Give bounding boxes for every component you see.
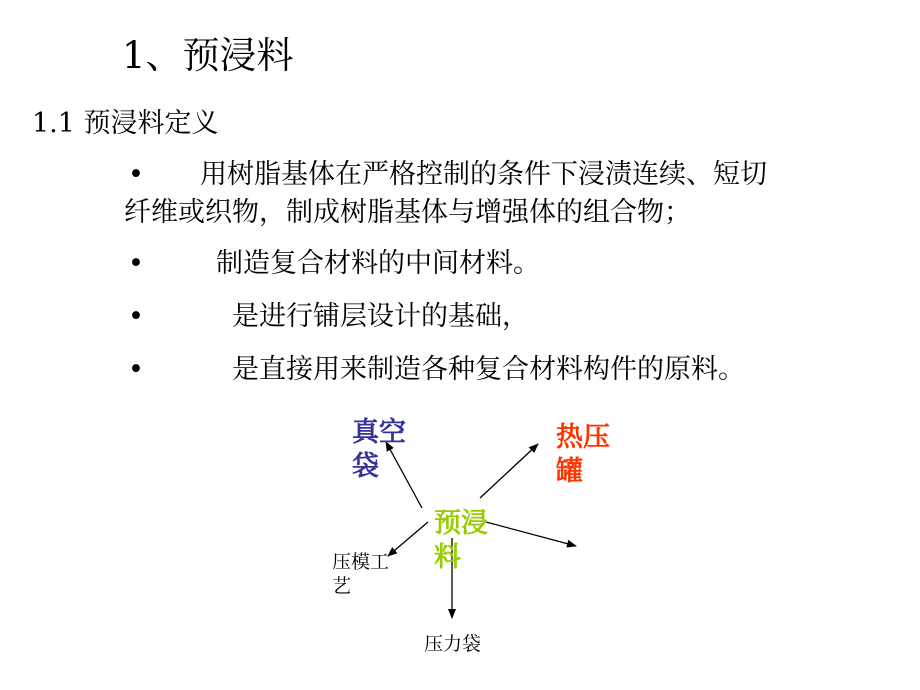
bullet-1-line-1: 用树脂基体在严格控制的条件下浸渍连续、短切 [200,159,767,190]
bullet-2-marker: • [128,248,144,279]
slide-title: 1、预浸料 [122,34,294,77]
bullet-4-marker: • [128,354,144,385]
autoclave-label: 热压罐 [556,422,610,487]
prepreg-center-label: 预浸料 [434,508,488,573]
pressure-bag-label: 压力袋 [424,633,482,655]
bullet-1-marker: • [128,159,144,190]
bullet-3-marker: • [128,301,144,332]
bullet-2-text: 制造复合材料的中间材料。 [216,248,540,279]
arrow-to-autoclave [480,444,538,498]
compression-molding-label: 压模工艺 [332,551,390,597]
bullet-1-line-2: 纤维或织物，制成树脂基体与增强体的组合物； [124,197,691,228]
arrow-to-right [486,522,576,546]
section-subtitle: 1.1 预浸料定义 [32,108,219,139]
bullet-3-text: 是进行铺层设计的基础， [232,301,529,332]
bullet-4-text: 是直接用来制造各种复合材料构件的原料。 [232,354,745,385]
vacuum-bag-label: 真空袋 [352,417,406,482]
